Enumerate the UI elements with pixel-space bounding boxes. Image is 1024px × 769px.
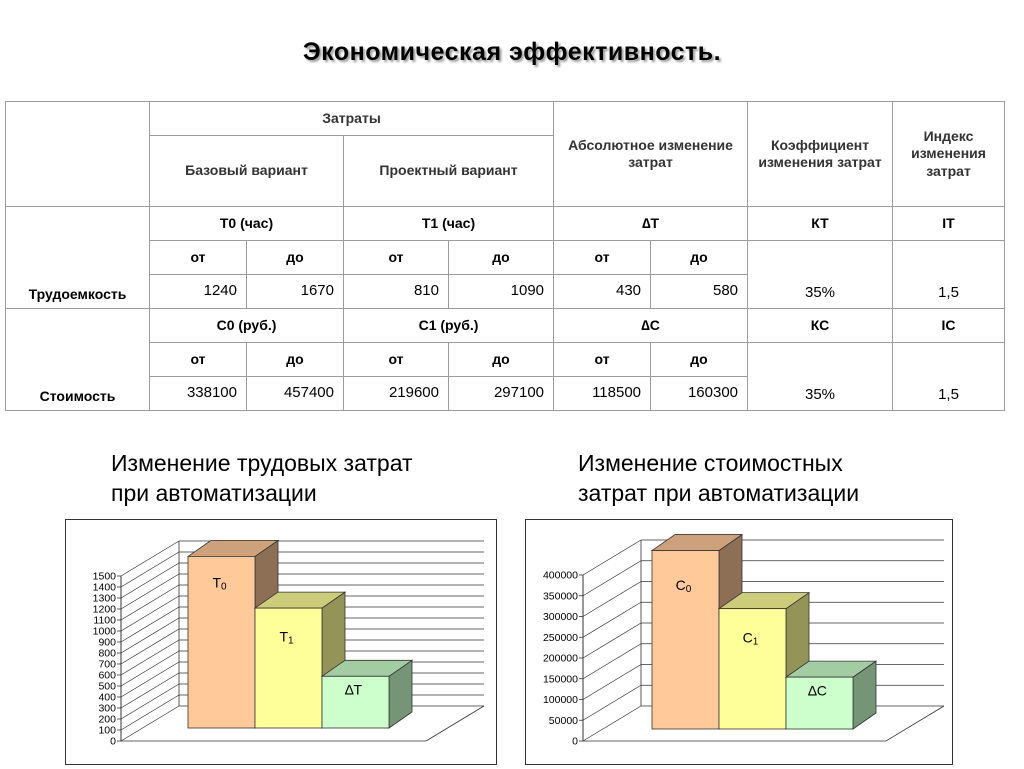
y-tick-label: 250000 [542, 631, 578, 644]
labor-ot-3: от [554, 241, 651, 275]
header-coef: Коэффициент изменения затрат [748, 102, 893, 207]
side-gridline [121, 607, 179, 642]
bar-label-C0: C0 [675, 576, 692, 595]
y-tick-label: 150000 [542, 673, 578, 686]
y-tick-label: 350000 [542, 590, 578, 603]
bar-C1 [719, 609, 786, 729]
header-abs-change: Абсолютное изменение затрат [554, 102, 748, 207]
cost-kc: КС [748, 309, 893, 343]
side-gridline [121, 706, 179, 741]
floor-right-edge [426, 706, 484, 741]
labor-k-value: 35% [748, 241, 893, 309]
labor-value-3: 810 [344, 275, 449, 309]
y-tick-label: 500 [98, 680, 116, 693]
labor-t0: Т0 (час) [150, 207, 344, 241]
y-tick-label: 1100 [93, 614, 116, 627]
side-gridline [121, 629, 179, 664]
y-tick-label: 1200 [92, 603, 116, 616]
side-gridline [121, 552, 179, 587]
side-gridline [121, 662, 179, 697]
side-gridline [583, 665, 641, 700]
header-index: Индекс изменения затрат [893, 102, 1005, 207]
row-label-labor: Трудоемкость [6, 207, 150, 309]
chart-left-heading-line1: Изменение трудовых затрат [111, 450, 413, 476]
bar-label-T1: T1 [279, 628, 294, 647]
y-tick-label: 400 [98, 691, 116, 704]
y-tick-label: 1000 [92, 625, 116, 638]
side-gridline [583, 623, 641, 658]
bar-label-∆T: ∆T [344, 681, 363, 698]
y-tick-label: 600 [98, 669, 116, 682]
labor-value-4: 1090 [449, 275, 554, 309]
labor-value-6: 580 [651, 275, 748, 309]
side-gridline [121, 574, 179, 609]
labor-do-1: до [247, 241, 344, 275]
side-gridline [583, 644, 641, 679]
side-gridline [583, 582, 641, 617]
side-gridline [583, 602, 641, 637]
header-base: Базовый вариант [150, 136, 344, 207]
chart-left-heading-line2: при автоматизации [111, 480, 317, 506]
labor-chart-frame [65, 519, 497, 765]
header-zatraty: Затраты [150, 102, 554, 136]
y-tick-label: 800 [98, 647, 116, 660]
floor-right-edge [886, 706, 944, 741]
labor-chart [66, 520, 496, 764]
cost-i-value: 1,5 [893, 343, 1005, 411]
side-gridline [121, 640, 179, 675]
cost-ot-3: от [554, 343, 651, 377]
chart-right-heading [578, 448, 859, 508]
bar-label-∆C: ∆C [808, 682, 827, 699]
side-gridline [121, 541, 179, 576]
y-tick-label: 1400 [92, 581, 116, 594]
labor-dt: ∆T [554, 207, 748, 241]
side-gridline [583, 540, 641, 575]
header-project: Проектный вариант [344, 136, 554, 207]
chart-left-heading [111, 448, 413, 508]
labor-t1: Т1 (час) [344, 207, 554, 241]
y-tick-label: 200000 [542, 652, 578, 665]
side-gridline [121, 563, 179, 598]
y-tick-label: 100000 [542, 694, 578, 706]
y-tick-label: 50000 [548, 714, 578, 727]
side-gridline [121, 585, 179, 620]
cost-ot-1: от [150, 343, 247, 377]
labor-value-1: 1240 [150, 275, 247, 309]
cost-value-5: 118500 [554, 377, 651, 411]
side-gridline [121, 684, 179, 719]
cost-do-2: до [449, 343, 554, 377]
y-tick-label: 0 [572, 735, 578, 748]
cost-do-3: до [651, 343, 748, 377]
labor-it: IТ [893, 207, 1005, 241]
cost-ic: IС [893, 309, 1005, 343]
efficiency-table [5, 101, 1005, 411]
y-tick-label: 300000 [542, 611, 578, 623]
cost-ot-2: от [344, 343, 449, 377]
labor-value-2: 1670 [247, 275, 344, 309]
side-gridline [121, 695, 179, 730]
cost-value-2: 457400 [247, 377, 344, 411]
cost-value-3: 219600 [344, 377, 449, 411]
cost-c1: С1 (руб.) [344, 309, 554, 343]
side-gridline [121, 673, 179, 708]
side-gridline [583, 561, 641, 596]
bar-label-C1: C1 [742, 629, 759, 648]
y-tick-label: 900 [98, 636, 116, 649]
labor-do-3: до [651, 241, 748, 275]
cost-chart-frame [525, 519, 953, 765]
bar-label-T0: T0 [212, 574, 227, 593]
labor-kt: КТ [748, 207, 893, 241]
y-tick-label: 100 [98, 724, 116, 737]
y-tick-label: 300 [98, 702, 116, 715]
bar-T1 [255, 608, 322, 728]
labor-i-value: 1,5 [893, 241, 1005, 309]
y-tick-label: 0 [110, 735, 116, 748]
side-gridline [583, 685, 641, 720]
cost-value-4: 297100 [449, 377, 554, 411]
cost-value-1: 338100 [150, 377, 247, 411]
side-gridline [121, 651, 179, 686]
chart-right-heading-line1: Изменение стоимостных [578, 450, 843, 476]
y-tick-label: 200 [98, 713, 116, 726]
y-tick-label: 1300 [92, 592, 116, 605]
chart-right-heading-line2: затрат при автоматизации [578, 480, 860, 506]
row-label-cost: Стоимость [6, 309, 150, 411]
corner-cell [6, 102, 150, 207]
y-tick-label: 1500 [92, 570, 116, 583]
cost-k-value: 35% [748, 343, 893, 411]
side-gridline [121, 618, 179, 653]
side-gridline [583, 706, 641, 741]
labor-ot-2: от [344, 241, 449, 275]
cost-do-1: до [247, 343, 344, 377]
labor-value-5: 430 [554, 275, 651, 309]
cost-chart [526, 520, 952, 764]
page-title: Экономическая эффективность. [302, 38, 722, 66]
labor-do-2: до [449, 241, 554, 275]
labor-ot-1: от [150, 241, 247, 275]
y-tick-label: 700 [98, 658, 116, 671]
cost-dc: ∆C [554, 309, 748, 343]
side-gridline [121, 596, 179, 631]
y-tick-label: 400000 [542, 569, 578, 582]
cost-c0: С0 (руб.) [150, 309, 344, 343]
cost-value-6: 160300 [651, 377, 748, 411]
